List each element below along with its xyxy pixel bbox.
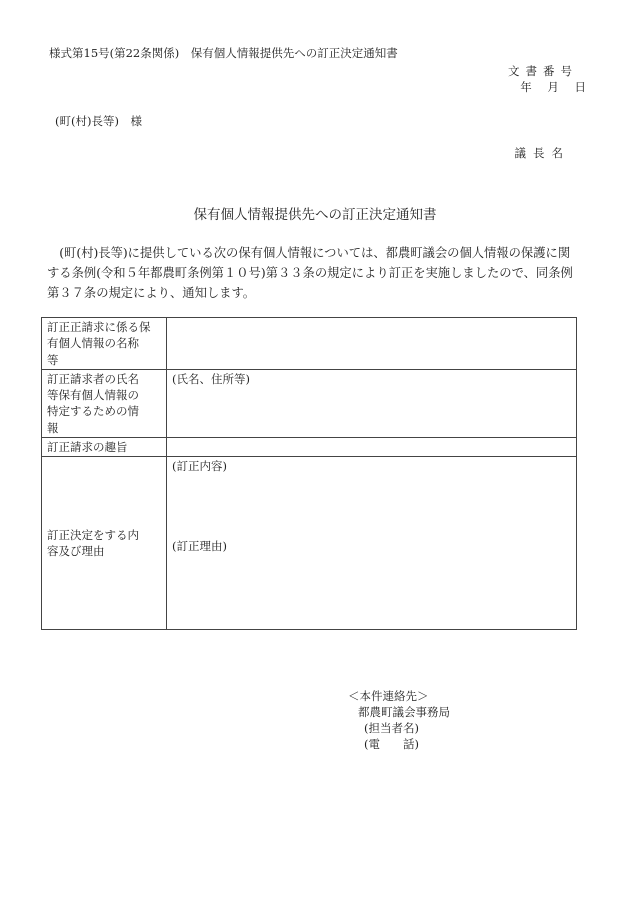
page-title: 保有個人情報提供先への訂正決定通知書 — [193, 207, 437, 223]
row-value-info-name — [167, 318, 577, 370]
document-number: 文書番号 — [508, 64, 578, 78]
body-line: する条例(令和５年都農町条例第１０号)第３３条の規定により訂正を実施しましたので、同条例 — [47, 266, 573, 280]
contact-block — [348, 688, 450, 752]
correction-info-table — [41, 317, 577, 630]
contact-phone: (電 話) — [364, 737, 419, 751]
table-row — [42, 369, 577, 437]
row-value-purpose — [167, 438, 577, 457]
row-label-purpose: 訂正請求の趣旨 — [42, 438, 167, 457]
row-label-requester: 訂正請求者の氏名 等保有個人情報の 特定するための情 報 — [42, 369, 167, 437]
row-label-info-name: 訂正正請求に係る保 有個人情報の名称 等 — [42, 318, 167, 370]
table-row — [42, 318, 577, 370]
body-line: (町(村)長等)に提供している次の保有個人情報については、都農町議会の個人情報の保護に関 — [47, 246, 571, 260]
table-row — [42, 438, 577, 457]
contact-heading: ＜本件連絡先＞ — [348, 689, 429, 703]
row-label-decision: 訂正決定をする内 容及び理由 — [42, 457, 167, 630]
body-line: 第３７条の規定により、通知します。 — [47, 286, 256, 300]
addressee: (町(村)長等) 様 — [55, 114, 142, 128]
row-value-requester: (氏名、住所等) — [167, 369, 577, 437]
correction-reason-label: (訂正理由) — [172, 538, 227, 553]
document-date: 年 月 日 — [520, 80, 586, 94]
row-value-decision — [167, 457, 577, 630]
correction-content-label: (訂正内容) — [172, 459, 227, 474]
chair-name: 議長名 — [514, 146, 570, 160]
body-paragraph — [47, 243, 587, 303]
form-label: 様式第15号(第22条関係) 保有個人情報提供先への訂正決定通知書 — [49, 46, 398, 60]
contact-office: 都農町議会事務局 — [358, 705, 450, 719]
table-row — [42, 457, 577, 630]
contact-person: (担当者名) — [364, 721, 419, 735]
